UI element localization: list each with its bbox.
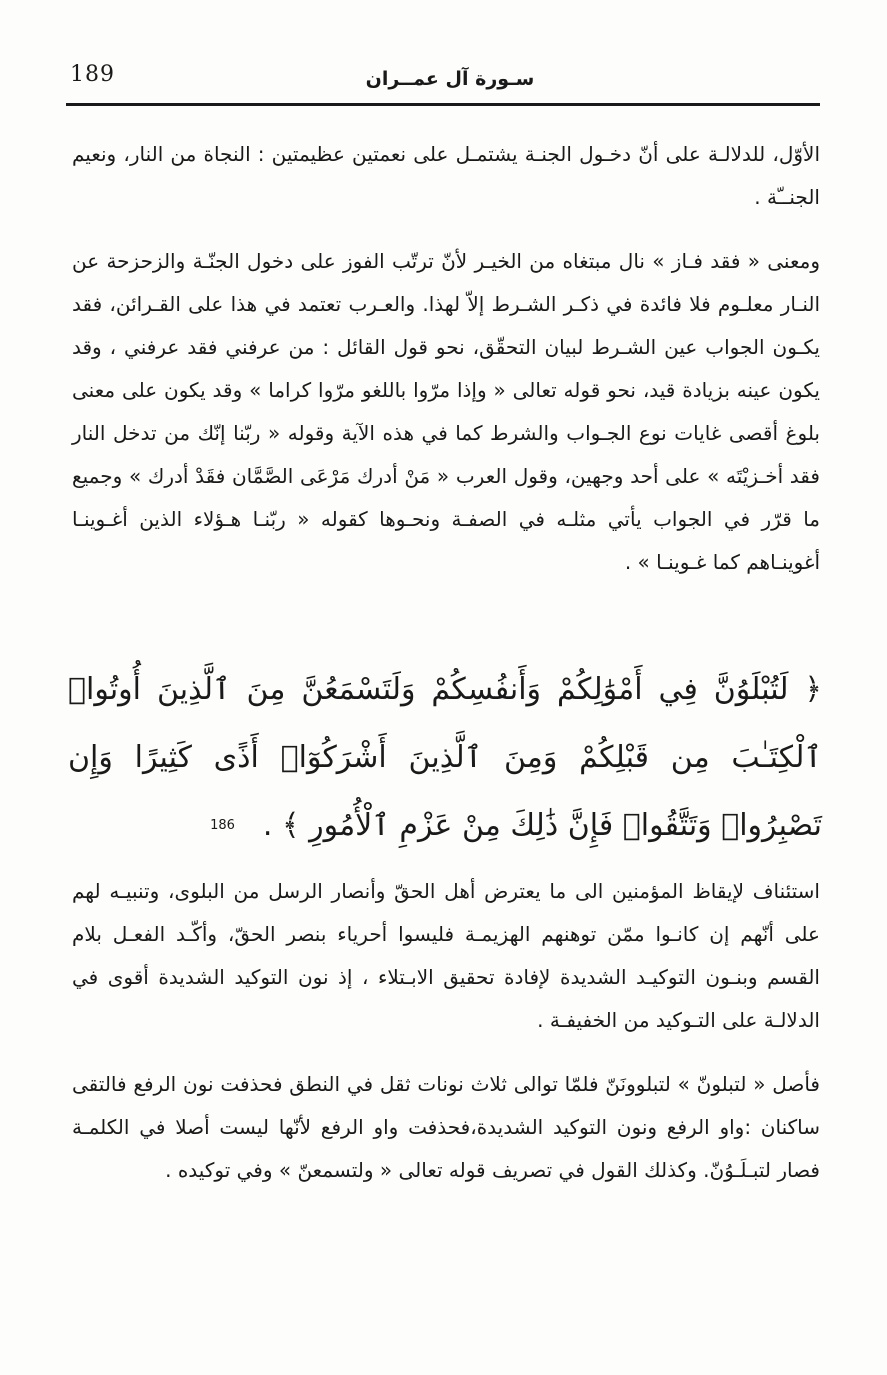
running-title: سـورة آل عمــران xyxy=(365,68,535,90)
paragraph-2 xyxy=(72,240,820,584)
paragraph-text: الأوّل، للدلالـة على أنّ دخـول الجنـة يشتمـل على نعمتين عظيمتين : النجاة من النار، ونعيم الجنــّة . xyxy=(72,142,820,209)
paragraph-4 xyxy=(72,1063,820,1192)
paragraph-3 xyxy=(72,870,820,1042)
paragraph-text: فأصل « لتبلونّ » لتبلوونَنّ فلمّا توالى ثلاث نونات ثقل في النطق فحذفت نون الرفع فالتقى ساكنان :واو الرفع ونون التوكيد الشديدة،فحذفت واو الرفع لأنّها ليست أصلا في الكلمـة فصار لتبـلَـوُنّ. وكذلك القول في تصريف قوله تعالى « ولتسمعنّ » وفي توكيده . xyxy=(72,1072,820,1182)
quran-verse xyxy=(68,656,822,860)
paragraph-1 xyxy=(72,133,820,219)
page-number: 189 xyxy=(70,62,115,87)
paragraph-text: استئناف لإيقاظ المؤمنين الى ما يعترض أهل الحقّ وأنصار الرسل من البلوى، وتنبيـه لهم على أنّهم إن كانـوا ممّن توهنهم الهزيمـة فليسوا أحرياء بنصر الحقّ، وأكّـد الفعـل بلام القسم وبنـون التوكيـد الشديدة لإفادة تحقيق الابـتلاء ، إذ نون التوكيد الشديدة أقوى في الدلالـة على التـوكيد من الخفيفـة . xyxy=(72,879,820,1032)
paragraph-text: ومعنى « فقد فـاز » نال مبتغاه من الخيـر لأنّ ترتّب الفوز على دخول الجنّـة والزحزحة عن النـار معلـوم فلا فائدة في ذكـر الشـرط إلاّ لهذا. والعـرب تعتمد في هذا على القـرائن، فقد يكـون الجواب عين الشـرط لبيان التحقّق، نحو قول القائل : من عرفني فقد عرفني ، وقد يكون عينه بزيادة قيد، نحو قوله تعالى « وإذا مرّوا باللغو مرّوا كراما » وقد يكون على معنى بلوغ أقصى غايات نوع الجـواب والشرط كما في هذه الآية وقوله « ربّنا إنّك من تدخل النار فقد أخـزيْتَه » على أحد وجهين، وقول العرب « مَنْ أدرك مَرْعَى الصَّمَّان فقَدْ أدرك » وجميع ما قرّر في الجواب يأتي مثلـه في الصفـة ونحـوها كقوله « ربّنـا هـؤلاء الذين أغـوينـا أغوينـاهم كما غـوينـا » . xyxy=(72,249,820,574)
verse-text: ﴿ لَتُبْلَوُنَّ فِي أَمْوَٰلِكُمْ وَأَنفُسِكُمْ وَلَتَسْمَعُنَّ مِنَ ٱلَّذِينَ أُوتُوا۟ ٱلْكِتَـٰبَ مِن قَبْلِكُمْ وَمِنَ ٱلَّذِينَ أَشْرَكُوٓا۟ أَذًى كَثِيرًا وَإِن تَصْبِرُوا۟ وَتَتَّقُوا۟ فَإِنَّ ذَٰلِكَ مِنْ عَزْمِ ٱلْأُمُورِ ﴾ . xyxy=(68,672,822,843)
header-rule xyxy=(66,103,820,106)
verse-number: 186 xyxy=(210,818,235,833)
